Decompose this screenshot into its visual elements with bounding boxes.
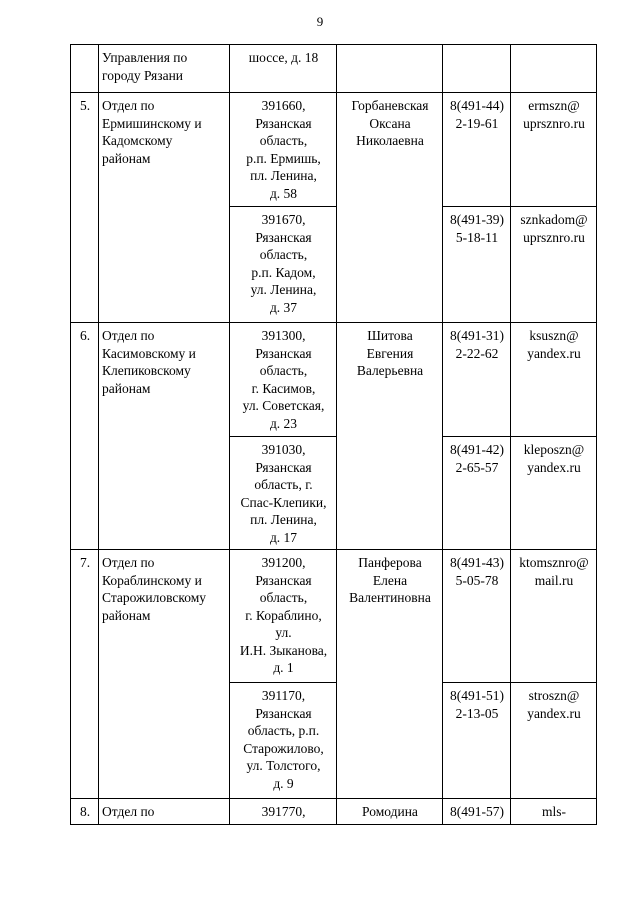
head-cell: Панферова Елена Валентиновна: [337, 550, 443, 799]
phone-cell: [443, 45, 511, 93]
email-cell: mls-: [511, 799, 597, 825]
table-row: [71, 550, 597, 683]
table-row: [71, 799, 597, 825]
phone-cell: 8(491-31) 2-22-62: [443, 323, 511, 437]
head-cell: Шитова Евгения Валерьевна: [337, 323, 443, 550]
page-number: 9: [316, 14, 324, 29]
email-cell: [511, 45, 597, 93]
address-cell: 391300, Рязанская область, г. Касимов, ул. Советская, д. 23: [230, 323, 337, 437]
row-number: 7.: [71, 550, 99, 799]
address-cell: 391200, Рязанская область, г. Кораблино, ул. И.Н. Зыканова, д. 1: [230, 550, 337, 683]
row-number: 5.: [71, 93, 99, 323]
address-cell: 391660, Рязанская область, р.п. Ермишь, пл. Ленина, д. 58: [230, 93, 337, 207]
address-cell: 391030, Рязанская область, г. Спас-Клепики, пл. Ленина, д. 17: [230, 437, 337, 550]
row-number: [71, 45, 99, 93]
phone-cell: 8(491-44) 2-19-61: [443, 93, 511, 207]
email-cell: ermszn@ uprsznro.ru: [511, 93, 597, 207]
phone-cell: 8(491-57): [443, 799, 511, 825]
departments-table: [70, 44, 597, 825]
department-name: Управления по городу Рязани: [99, 45, 230, 93]
row-number: 8.: [71, 799, 99, 825]
table-row: [71, 323, 597, 437]
phone-cell: 8(491-39) 5-18-11: [443, 207, 511, 323]
address-cell: шоссе, д. 18: [230, 45, 337, 93]
email-cell: kleposzn@ yandex.ru: [511, 437, 597, 550]
address-cell: 391670, Рязанская область, р.п. Кадом, ул. Ленина, д. 37: [230, 207, 337, 323]
row-number: 6.: [71, 323, 99, 550]
department-name: Отдел по Кораблинскому и Старожиловскому районам: [99, 550, 230, 799]
table-row: [71, 93, 597, 207]
address-cell: 391770,: [230, 799, 337, 825]
email-cell: sznkadom@ uprsznro.ru: [511, 207, 597, 323]
phone-cell: 8(491-51) 2-13-05: [443, 683, 511, 799]
department-name: Отдел по Ермишинскому и Кадомскому районам: [99, 93, 230, 323]
phone-cell: 8(491-43) 5-05-78: [443, 550, 511, 683]
head-cell: Горбаневская Оксана Николаевна: [337, 93, 443, 323]
department-name: Отдел по Касимовскому и Клепиковскому районам: [99, 323, 230, 550]
email-cell: ksuszn@ yandex.ru: [511, 323, 597, 437]
address-cell: 391170, Рязанская область, р.п. Старожилово, ул. Толстого, д. 9: [230, 683, 337, 799]
phone-cell: 8(491-42) 2-65-57: [443, 437, 511, 550]
department-name: Отдел по: [99, 799, 230, 825]
head-cell: Ромодина: [337, 799, 443, 825]
table-row: [71, 45, 597, 93]
head-cell: [337, 45, 443, 93]
email-cell: stroszn@ yandex.ru: [511, 683, 597, 799]
email-cell: ktomsznro@ mail.ru: [511, 550, 597, 683]
